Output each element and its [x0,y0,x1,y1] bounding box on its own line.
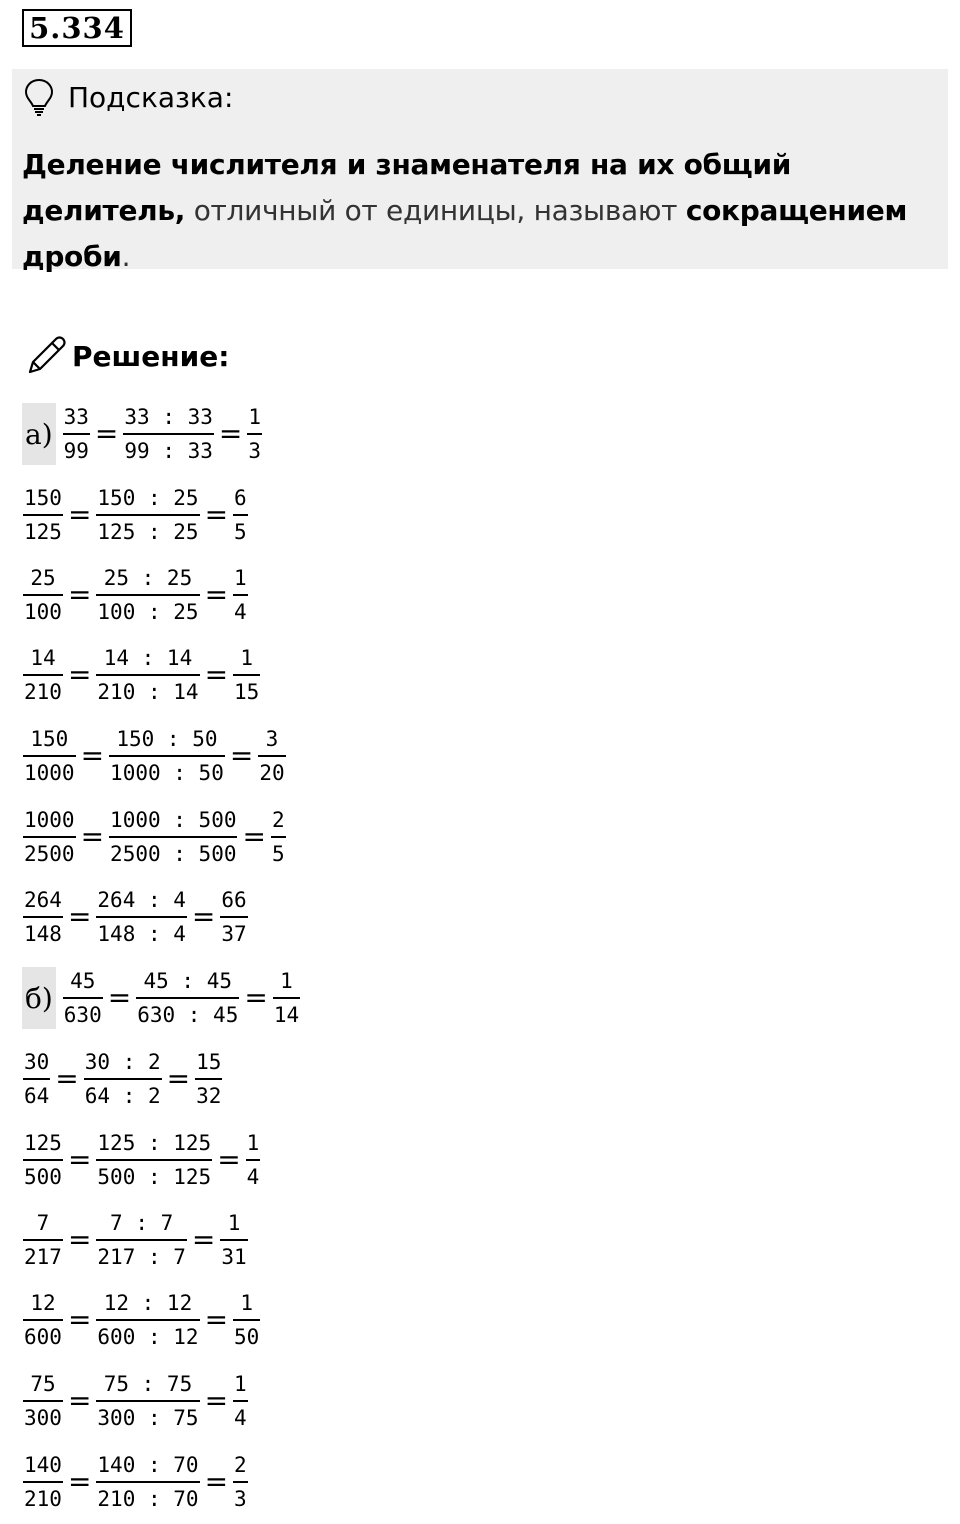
fraction [232,1287,261,1353]
fraction [22,562,64,628]
fraction-numerator: 33 : 33 [124,405,213,429]
fraction-numerator: 25 [30,566,56,590]
equals-sign: = [107,981,132,1014]
fraction-denominator: 1000 [23,755,76,789]
fraction [62,401,91,467]
fraction [22,884,64,950]
fraction-numerator: 1 [280,969,293,993]
fraction-denominator: 217 : 7 [96,1239,187,1273]
equals-sign: = [55,1062,79,1095]
fraction-numerator: 7 : 7 [110,1211,174,1235]
fraction-denominator: 99 : 33 [123,433,214,467]
equals-sign: = [67,1303,92,1336]
fraction-numerator: 25 : 25 [103,566,193,590]
equation-row [22,1361,249,1441]
equation-row [22,716,287,796]
fraction-numerator: 140 [24,1453,62,1477]
equation-row [22,958,301,1038]
equals-sign: = [67,1143,92,1176]
fraction-numerator: 264 : 4 [97,888,186,912]
fraction [108,723,226,789]
fraction-numerator: 1 [234,1372,247,1396]
fraction-denominator: 600 : 12 [96,1319,199,1353]
fraction-numerator: 125 [24,1131,62,1155]
fraction-numerator: 7 [36,1211,50,1235]
equals-sign: = [80,820,105,853]
fraction-denominator: 14 [273,997,300,1031]
fraction-denominator: 300 [23,1400,63,1434]
fraction-numerator: 150 [30,727,69,751]
fraction [232,642,261,708]
fraction-numerator: 75 [30,1372,56,1396]
fraction-numerator: 1 [248,405,262,429]
fraction-denominator: 64 [23,1078,50,1112]
equals-sign: = [166,1062,191,1095]
fraction-denominator: 210 [23,674,63,708]
fraction-numerator: 45 [70,969,96,993]
equals-sign: = [244,981,268,1014]
equals-sign: = [204,1384,229,1417]
fraction [95,562,200,628]
hint-title: Подсказка: [68,81,234,114]
fraction [22,804,77,870]
fraction-denominator: 5 [271,836,286,870]
equals-sign: = [94,417,119,450]
fraction [95,1449,200,1515]
fraction-denominator: 500 : 125 [96,1159,212,1193]
fraction-denominator: 37 [220,916,247,950]
fraction-numerator: 12 [30,1291,56,1315]
equals-sign: = [67,1223,92,1256]
fraction-denominator: 210 [23,1481,63,1515]
equals-sign: = [242,820,266,853]
fraction-numerator: 2 [271,808,285,832]
part-label: а) [22,403,56,465]
fraction-denominator: 210 : 70 [96,1481,199,1515]
equals-sign: = [191,900,216,933]
fraction-denominator: 2500 [23,836,76,870]
fraction [22,482,64,548]
equation-row [22,394,263,474]
fraction [22,1046,51,1112]
fraction-denominator: 4 [233,594,248,628]
fraction-denominator: 125 : 25 [96,514,199,548]
fraction [22,1207,64,1273]
task-number: 5.334 [22,9,132,47]
equation-row [22,635,261,715]
fraction-denominator: 630 [63,997,103,1031]
fraction-numerator: 45 : 45 [143,969,233,993]
fraction-denominator: 50 [233,1319,260,1353]
fraction [95,1127,213,1193]
fraction [22,723,77,789]
fraction [257,723,286,789]
fraction-denominator: 32 [195,1078,222,1112]
fraction-denominator: 2500 : 500 [109,836,237,870]
fraction-numerator: 14 : 14 [103,646,193,670]
fraction-numerator: 1 [240,646,253,670]
hint-text-bold-1: Деление числителя и знаменателя на их общий делитель, [22,148,792,227]
fraction-numerator: 75 : 75 [103,1372,193,1396]
equation-row [22,797,287,877]
fraction [232,482,249,548]
solution-title: Решение: [72,340,230,373]
fraction [62,965,104,1031]
fraction-denominator: 1000 : 50 [109,755,225,789]
fraction [95,482,200,548]
fraction [95,1368,200,1434]
equals-sign: = [218,417,243,450]
fraction [22,1368,64,1434]
lightbulb-icon [24,78,54,118]
fraction [95,1207,188,1273]
fraction-numerator: 14 [30,646,56,670]
fraction-numerator: 140 : 70 [97,1453,199,1477]
fraction [83,1046,163,1112]
equals-sign: = [217,1143,241,1176]
fraction [22,1127,64,1193]
fraction [22,642,64,708]
equation-row [22,555,249,635]
fraction-numerator: 6 [234,486,247,510]
fraction-numerator: 150 : 50 [116,727,218,751]
fraction-denominator: 64 : 2 [84,1078,162,1112]
fraction-numerator: 1000 [24,808,75,832]
equals-sign: = [204,498,229,531]
fraction [219,1207,248,1273]
equals-sign: = [204,1465,229,1498]
fraction-numerator: 1 [227,1211,241,1235]
fraction-denominator: 100 [23,594,63,628]
fraction-numerator: 33 [63,405,89,429]
hint-text-bold-2: сокращением дроби [22,194,908,273]
fraction-denominator: 300 : 75 [96,1400,199,1434]
equals-sign: = [67,498,92,531]
fraction [219,884,248,950]
equals-sign: = [67,1384,92,1417]
pencil-icon [24,334,68,378]
fraction-numerator: 1 [246,1131,260,1155]
equation-row [22,1039,223,1119]
hint-text-regular: отличный от единицы, называют [185,194,686,227]
fraction [232,1449,249,1515]
equals-sign: = [67,1465,92,1498]
fraction [232,1368,249,1434]
equals-sign: = [204,578,229,611]
part-label: б) [22,967,56,1029]
equation-row [22,475,249,555]
fraction-numerator: 125 : 125 [97,1131,212,1155]
fraction-denominator: 15 [233,674,260,708]
equals-sign: = [67,658,92,691]
fraction [22,1449,64,1515]
fraction-denominator: 4 [246,1159,261,1193]
fraction [108,804,238,870]
fraction [270,804,287,870]
fraction [232,562,249,628]
fraction [246,401,263,467]
equals-sign: = [67,578,92,611]
equals-sign: = [204,658,229,691]
fraction-denominator: 3 [233,1481,248,1515]
fraction-denominator: 148 [23,916,63,950]
hint-text-end: . [121,240,131,273]
fraction-denominator: 4 [233,1400,248,1434]
equation-row [22,1442,249,1522]
fraction-denominator: 148 : 4 [96,916,187,950]
fraction-denominator: 31 [220,1239,247,1273]
fraction-numerator: 1 [234,566,247,590]
equals-sign: = [229,739,254,772]
fraction-denominator: 20 [258,755,285,789]
equation-row [22,1200,249,1280]
fraction [95,642,200,708]
equals-sign: = [204,1303,229,1336]
fraction-denominator: 99 [63,433,90,467]
fraction [194,1046,223,1112]
equation-row [22,877,249,957]
fraction-numerator: 2 [234,1453,247,1477]
fraction-numerator: 15 [196,1050,222,1074]
fraction-numerator: 30 : 2 [84,1050,161,1074]
fraction [22,1287,64,1353]
fraction-denominator: 600 [23,1319,63,1353]
fraction-denominator: 217 [23,1239,63,1273]
fraction-numerator: 1 [240,1291,253,1315]
fraction [135,965,240,1031]
fraction-denominator: 630 : 45 [136,997,239,1031]
fraction-denominator: 5 [233,514,248,548]
equals-sign: = [191,1223,216,1256]
equation-row [22,1120,261,1200]
fraction-denominator: 100 : 25 [96,594,199,628]
fraction-numerator: 66 [221,888,247,912]
fraction-denominator: 210 : 14 [96,674,199,708]
fraction-numerator: 1000 : 500 [110,808,237,832]
fraction-numerator: 150 [24,486,62,510]
fraction [95,1287,200,1353]
fraction [245,1127,262,1193]
fraction-numerator: 3 [265,727,279,751]
fraction [95,884,188,950]
fraction-numerator: 150 : 25 [97,486,199,510]
fraction-numerator: 264 [24,888,62,912]
fraction-denominator: 125 [23,514,63,548]
fraction-denominator: 500 [23,1159,63,1193]
fraction-numerator: 12 : 12 [103,1291,193,1315]
fraction-numerator: 30 [24,1050,50,1074]
fraction-denominator: 3 [247,433,262,467]
fraction [122,401,215,467]
equals-sign: = [80,739,105,772]
hint-text [22,142,932,280]
fraction [272,965,301,1031]
equals-sign: = [67,900,92,933]
equation-row [22,1280,261,1360]
